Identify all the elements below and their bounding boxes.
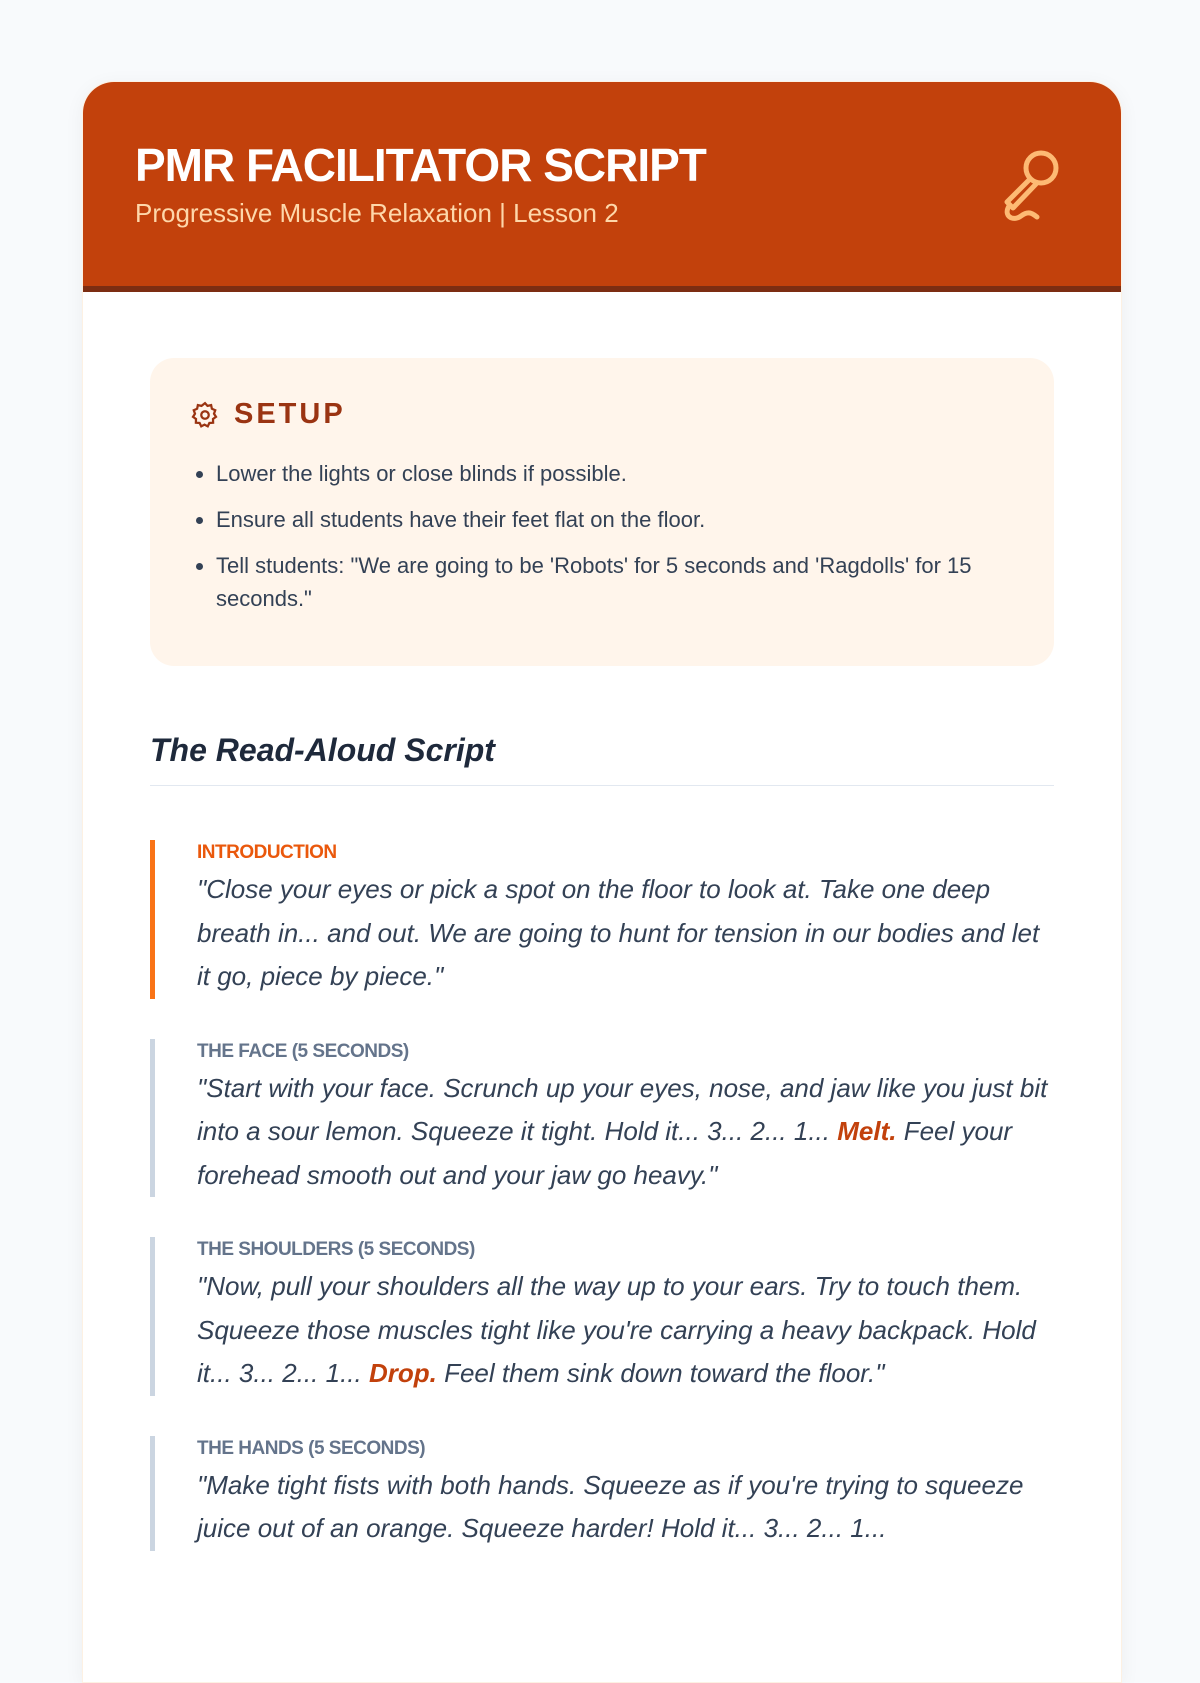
gear-icon xyxy=(190,400,220,430)
script-section-introduction xyxy=(150,840,1054,999)
list-item: • Ensure all students have their feet flat on the floor. xyxy=(216,503,1014,536)
script-section-face xyxy=(150,1039,1054,1198)
quote-text: "Start with your face. Scrunch up your eyes, nose, and jaw like you just bit into a sour lemon. Squeeze it tight. Hold it... 3... 2... 1... xyxy=(197,1072,1048,1146)
section-quote xyxy=(197,1067,1054,1198)
script-section-hands xyxy=(150,1436,1054,1551)
cue-word: Drop. xyxy=(368,1358,437,1388)
list-item: • Lower the lights or close blinds if possible. xyxy=(216,457,1014,490)
page-subtitle: Progressive Muscle Relaxation | Lesson 2 xyxy=(135,198,619,228)
script-section-shoulders xyxy=(150,1237,1054,1396)
quote-text: "Close your eyes or pick a spot on the floor to look at. Take one deep breath in... and out. We are going to hunt for tension in our bodies and let it go, piece by piece." xyxy=(197,874,1040,991)
quote-text: "Now, pull your shoulders all the way up to your ears. Try to touch them. Squeeze those muscles tight like you're carrying a heavy backpack. Hold it... 3... 2... 1... xyxy=(197,1271,1036,1388)
section-label: THE HANDS (5 SECONDS) xyxy=(197,1437,426,1459)
list-item: • Tell students: "We are going to be 'Robots' for 5 seconds and 'Ragdolls' for 15 seconds." xyxy=(216,549,1014,615)
setup-title: SETUP xyxy=(234,398,346,430)
section-quote xyxy=(197,1464,1054,1551)
script-heading: The Read-Aloud Script xyxy=(150,732,1054,786)
cue-word: Melt. xyxy=(837,1116,897,1146)
script-card xyxy=(82,81,1122,1683)
section-label: THE FACE (5 SECONDS) xyxy=(197,1040,409,1062)
section-quote xyxy=(197,1265,1054,1396)
setup-box xyxy=(150,358,1054,666)
quote-text: "Make tight fists with both hands. Squeeze as if you're trying to squeeze juice out of an orange. Squeeze harder! Hold it... 3... 2... 1... xyxy=(197,1469,1024,1543)
quote-text: Feel them sink down toward the floor." xyxy=(436,1358,885,1388)
section-label: THE SHOULDERS (5 SECONDS) xyxy=(197,1239,475,1260)
quote-text: Feel your forehead smooth out and your jaw go heavy." xyxy=(197,1116,1013,1190)
setup-list xyxy=(190,457,1014,615)
page-title: PMR FACILITATOR SCRIPT xyxy=(135,139,706,191)
section-label: INTRODUCTION xyxy=(197,842,337,863)
header xyxy=(83,82,1121,292)
section-quote xyxy=(197,868,1054,999)
microphone-icon xyxy=(995,144,1065,224)
